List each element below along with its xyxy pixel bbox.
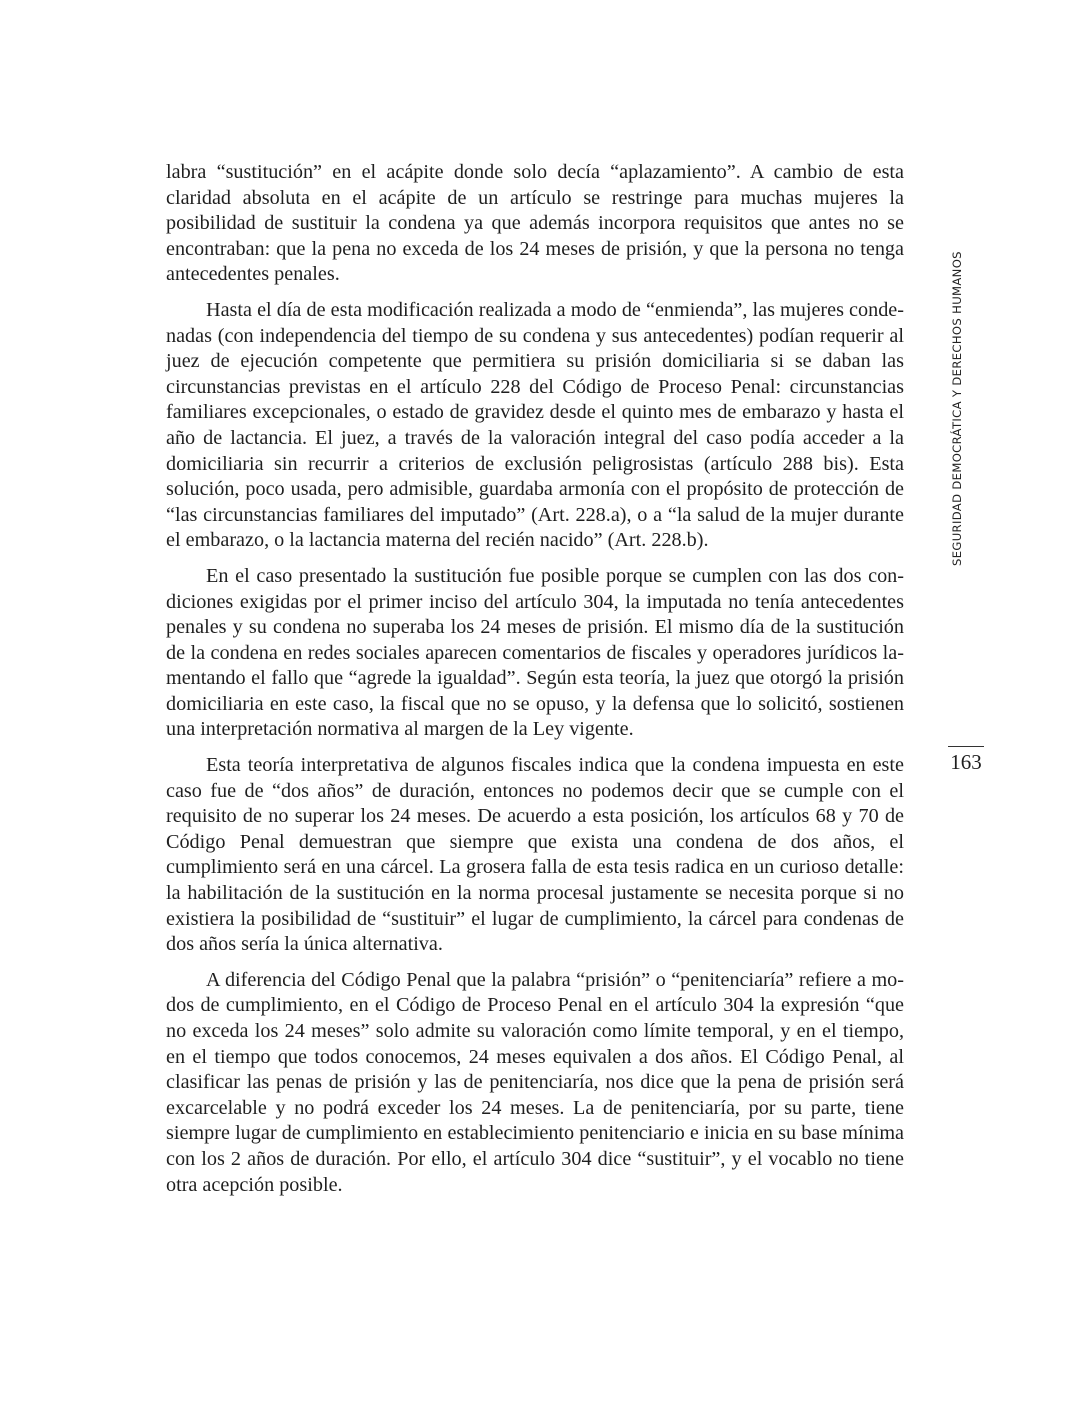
running-header: SEGURIDAD DEMOCRÁTICA Y DERECHOS HUMANOS: [950, 251, 964, 566]
paragraph-1: labra “sustitución” en el acápite donde solo decía “aplazamiento”. A cambio de esta claridad absoluta en el acápite de un artículo se restringe para muchas mujeres la posibilidad de sustituir la condena ya que además incorpora requisitos que antes no se encontraban: que la pena no exceda de los 24 meses de prisión, y que la persona no tenga antecedentes penales.: [166, 161, 904, 286]
page-number-rule: [948, 746, 984, 747]
page-number: 163: [950, 750, 982, 774]
paragraph-4: Esta teoría interpretativa de algunos fiscales indica que la condena impuesta en este caso fue de “dos años” de duración, entonces no podemos decir que se cumple con el requisito de no superar los 24 meses. De acuerdo a esta posición, los artículos 68 y 70 de Código Penal demuestran que siempre que exista una condena de dos años, el cumplimiento será en una cárcel. La grosera falla de esta tesis radica en un curioso detalle: la habilitación de la sustitución en la norma procesal justamente se necesita porque si no existiera la posibilidad de “sustituir” el lugar de cumplimiento, la cárcel para condenas de dos años sería la única alternativa.: [166, 754, 904, 956]
paragraph-3: En el caso presentado la sustitución fue posible porque se cumplen con las dos condiciones exigidas por el primer inciso del artículo 304, la imputada no tenía antecedentes penales y su condena no superaba los 24 meses de prisión. El mismo día de la sustitución de la condena en redes sociales aparecen comentarios de fiscales y operadores jurídicos lamentando el fallo que “agrede la igualdad”. Según esta teoría, la juez que otorgó la prisión domiciliaria en este caso, la fiscal que no se opuso, y la defensa que lo solicitó, sostienen una interpretación normativa al margen de la Ley vigente.: [166, 564, 904, 741]
paragraph-2: Hasta el día de esta modificación realizada a modo de “enmienda”, las mujeres condenadas (con independencia del tiempo de su condena y sus antecedentes) podían requerir al juez de ejecución competente que permitiera su prisión domiciliaria si se daban las circunstancias previstas en el artículo 228 del Código de Proceso Penal: circunstancias familiares excepcionales, o estado de gravidez desde el quinto mes de embarazo y hasta el año de lactancia. El juez, a través de la valoración integral del caso podía acceder a la domiciliaria sin recurrir a criterios de exclusión peligrosistas (artículo 288 bis). Esta solución, poco usada, pero admisible, guardaba armonía con el propósito de protección de “las circunstancias familiares del imputado” (Art. 228.a), o a “la salud de la mujer durante el embarazo, o la lactancia materna del recién nacido” (Art. 228.b).: [166, 298, 904, 552]
paragraph-5: A diferencia del Código Penal que la palabra “prisión” o “penitenciaría” refiere a modos de cumplimiento, en el Código de Proceso Penal en el artículo 304 la expresión “que no exceda los 24 meses” solo admite su valoración como límite temporal, y en el tiempo, en el tiempo que todos conocemos, 24 meses equivalen a dos años. El Código Penal, al clasificar las penas de prisión y las de penitenciaría, nos dice que la pena de prisión será excarcelable y no podrá exceder los 24 meses. La de penitenciaría, por su parte, tiene siempre lugar de cumplimiento en establecimiento penitenciario e inicia en su base mínima con los 2 años de duración. Por ello, el artículo 304 dice “sustituir”, y el vocablo no tiene otra acepción posible.: [166, 968, 904, 1196]
body-text: [166, 160, 904, 1208]
